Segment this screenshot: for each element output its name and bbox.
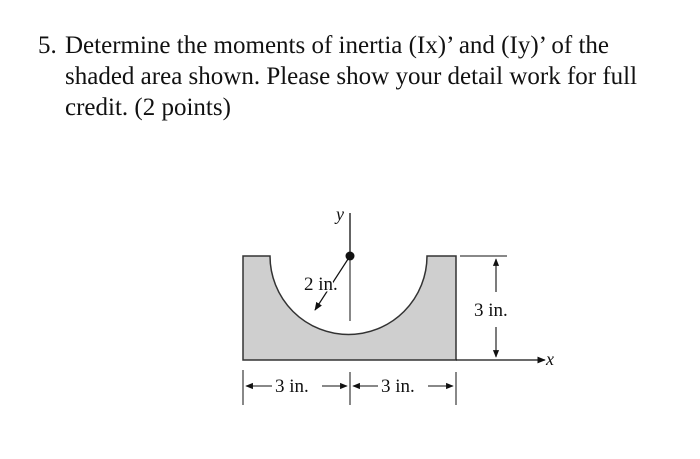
problem-number: 5.	[38, 32, 57, 59]
width-right-label: 3 in.	[381, 376, 415, 397]
radius-label: 2 in.	[304, 274, 338, 295]
problem-line-2: shaded area shown. Please show your detail work for full	[65, 63, 638, 90]
width-left-label: 3 in.	[275, 376, 309, 397]
x-axis-label: x	[546, 349, 554, 369]
y-axis-label: y	[336, 204, 344, 224]
height-label: 3 in.	[474, 300, 508, 321]
problem-line-1: Determine the moments of inertia (Ix)’ and (Iy)’ of the	[65, 32, 609, 59]
problem-line-3: credit. (2 points)	[65, 94, 231, 121]
